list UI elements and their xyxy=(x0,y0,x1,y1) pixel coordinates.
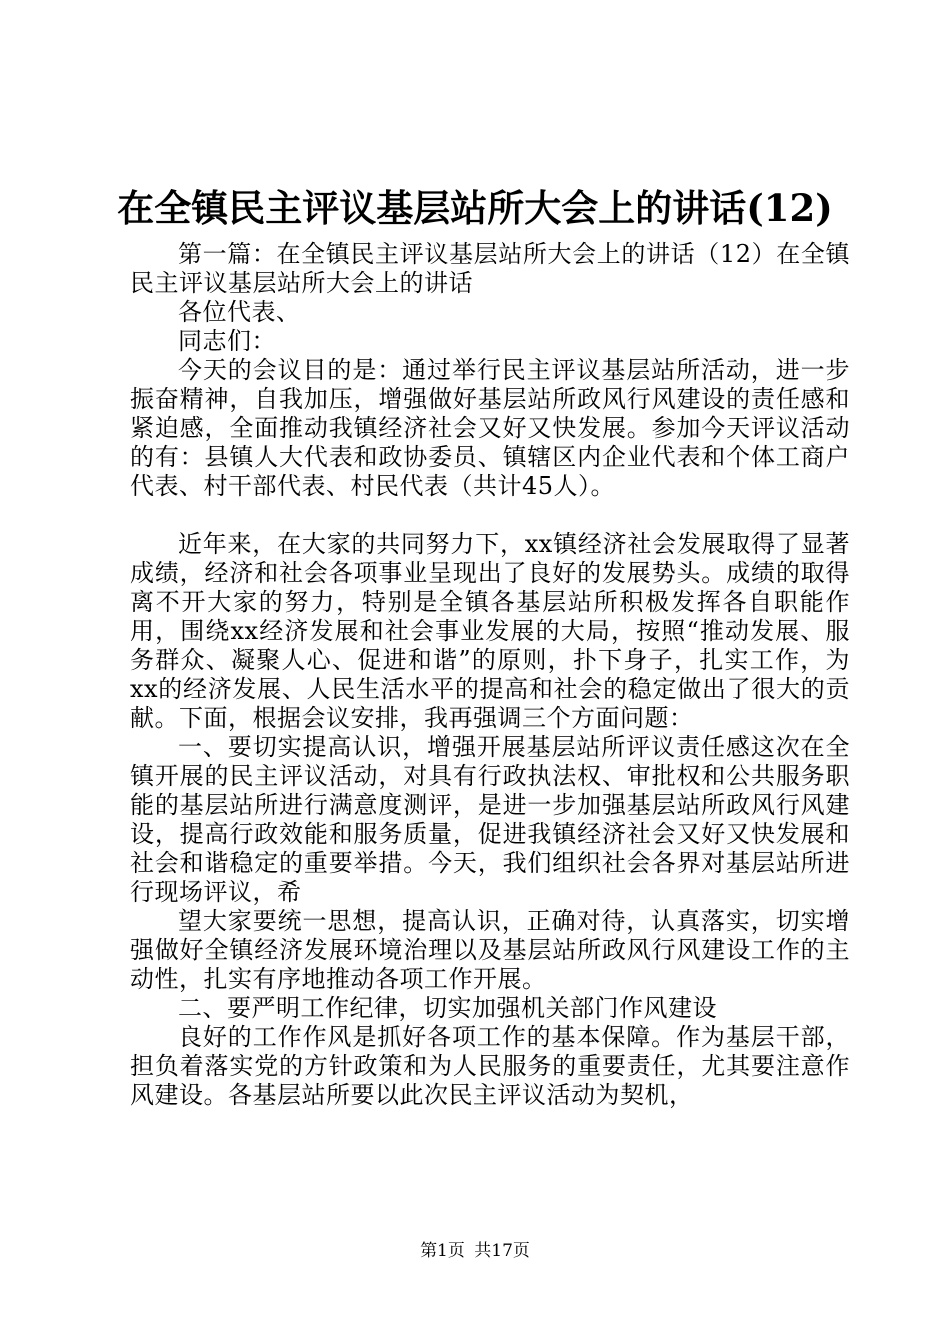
document-body xyxy=(130,240,850,1110)
paragraph-point-one: 一、要切实提高认识，增强开展基层站所评议责任感这次在全镇开展的民主评议活动，对具有行政执法权、审批权和公共服务职能的基层站所进行满意度测评，是进一步加强基层站所政风行风建设，提高行政效能和服务质量，促进我镇经济社会又好又快发展和社会和谐稳定的重要举措。今天，我们组织社会各界对基层站所进行现场评议，希 xyxy=(130,733,850,906)
page-total: 共17页 xyxy=(474,1241,530,1261)
paragraph-salutation-2: 同志们： xyxy=(178,327,276,355)
paragraph-salutation-1: 各位代表、 xyxy=(178,298,301,326)
paragraph-intro: 第一篇：在全镇民主评议基层站所大会上的讲话（12）在全镇民主评议基层站所大会上的讲话 xyxy=(130,240,850,297)
page-footer xyxy=(0,1240,950,1262)
document-title: 在全镇民主评议基层站所大会上的讲话(12) xyxy=(117,186,833,230)
page-number: 第1页 xyxy=(420,1241,465,1261)
paragraph-point-one-cont: 望大家要统一思想，提高认识，正确对待，认真落实，切实增强做好全镇经济发展环境治理以及基层站所政风行风建设工作的主动性，扎实有序地推动各项工作开展。 xyxy=(130,907,850,993)
paragraph-point-two-heading: 二、要严明工作纪律，切实加强机关部门作风建设 xyxy=(178,994,717,1022)
paragraph-achievements: 近年来，在大家的共同努力下，xx镇经济社会发展取得了显著成绩，经济和社会各项事业呈现出了良好的发展势头。成绩的取得离不开大家的努力，特别是全镇各基层站所积极发挥各自职能作用，围绕xx经济发展和社会事业发展的大局，按照“推动发展、服务群众、凝聚人心、促进和谐”的原则，扑下身子，扎实工作，为xx的经济发展、人民生活水平的提高和社会的稳定做出了很大的贡献。下面，根据会议安排，我再强调三个方面问题： xyxy=(130,530,850,732)
paragraph-meeting-purpose: 今天的会议目的是：通过举行民主评议基层站所活动，进一步振奋精神，自我加压，增强做好基层站所政风行风建设的责任感和紧迫感，全面推动我镇经济社会又好又快发展。参加今天评议活动的有：县镇人大代表和政协委员、镇辖区内企业代表和个体工商户代表、村干部代表、村民代表（共计45人）。 xyxy=(130,356,850,500)
paragraph-point-two: 良好的工作作风是抓好各项工作的基本保障。作为基层干部，担负着落实党的方针政策和为人民服务的重要责任，尤其要注意作风建设。各基层站所要以此次民主评议活动为契机， xyxy=(130,1023,850,1109)
